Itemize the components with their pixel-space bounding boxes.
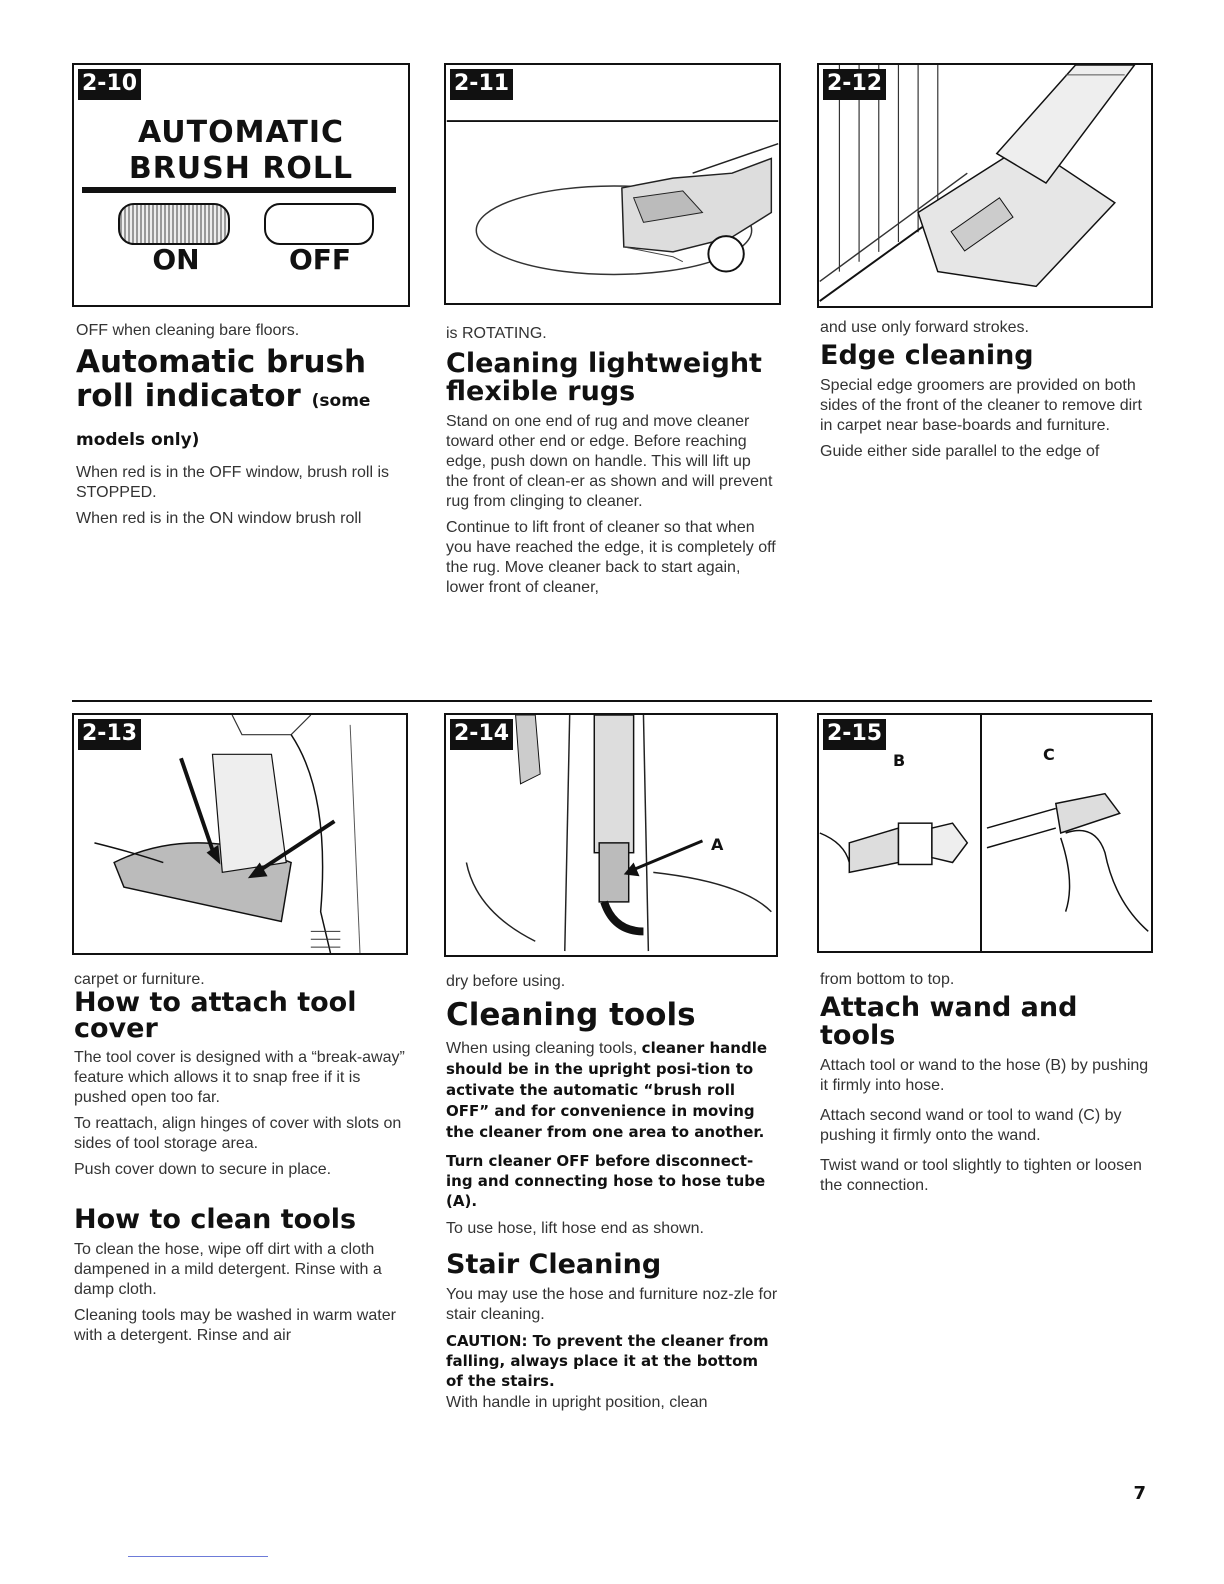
paragraph: The tool cover is designed with a “break-away” feature which allows it to snap free if it is pushed open too far. [74,1049,405,1106]
column-1-top [76,321,411,535]
column-2-bottom [446,972,778,1419]
section-heading-clean-tools: How to clean tools [74,1204,357,1235]
column-3-top [820,318,1150,468]
column-3-bottom [820,970,1150,1202]
section-heading-attach-wand: Attach wand and tools [820,992,1078,1051]
figure-badge: 2-14 [450,719,513,750]
column-1-bottom [74,970,410,1352]
paragraph: Stand on one end of rug and move cleaner toward other end or edge. Before reaching edge, push down on handle. This will lift up the front of clean-er as shown and will prevent rug from clinging to cleaner. [446,413,773,510]
paragraph: When red is in the OFF window, brush roll is STOPPED. [76,464,390,501]
paragraph: Twist wand or tool slightly to tighten or loosen the connection. [820,1157,1142,1194]
paragraph: You may use the hose and furniture noz-zle for stair cleaning. [446,1286,778,1323]
paragraph: To reattach, align hinges of cover with slots on sides of tool storage area. [74,1115,402,1152]
continued-text: and use only forward strokes. [820,319,1029,336]
figure-badge: 2-15 [823,719,886,750]
section-heading-tool-cover: How to attach tool cover [74,987,357,1044]
continued-text: OFF when cleaning bare floors. [76,322,300,339]
section-heading-edge-cleaning: Edge cleaning [820,340,1034,371]
paragraph: With handle in upright position, clean [446,1394,708,1411]
paragraph: Special edge groomers are provided on both sides of the front of the cleaner to remove dirt in carpet near base-boards and furniture. [820,377,1142,434]
figure-badge: 2-11 [450,69,513,100]
hose-tube-illustration [446,715,776,955]
paragraph: Continue to lift front of cleaner so that when you have reached the edge, it is completely off the rug. Move cleaner back to start again, lower front of cleaner, [446,519,776,596]
heading-text: Automatic brush roll indicator [76,344,367,414]
tool-cover-illustration [74,715,406,953]
continued-text: carpet or furniture. [74,971,205,988]
indicator-title-line2: BRUSH ROLL [128,151,354,186]
figure-2-11 [444,63,781,305]
indicator-divider [82,187,396,193]
paragraph: Push cover down to secure in place. [74,1161,332,1178]
page-number: 7 [1133,1483,1146,1504]
wand-attachment-illustration [819,715,1151,951]
rug-cleaning-illustration [446,65,779,303]
figure-badge: 2-10 [78,69,141,100]
section-heading-rugs: Cleaning lightweight flexible rugs [446,348,762,407]
figure-2-15 [817,713,1153,953]
figure-badge: 2-12 [823,69,886,100]
figure-badge: 2-13 [78,719,141,750]
paragraph-caution: CAUTION: To prevent the cleaner from falling, always place it at the bottom of the stairs. [446,1332,769,1390]
section-heading-brush-roll-indicator [76,345,411,457]
figure-2-12 [817,63,1153,308]
paragraph: To clean the hose, wipe off dirt with a cloth dampened in a mild detergent. Rinse with a damp cloth. [74,1241,382,1298]
paragraph: Cleaning tools may be washed in warm water with a detergent. Rinse and air [74,1307,396,1344]
off-label: OFF [288,243,352,276]
figure-2-10 [72,63,410,307]
callout-b: B [893,751,906,770]
figure-2-14 [444,713,778,957]
figure-2-13 [72,713,408,955]
paragraph: When red is in the ON window brush roll [76,510,362,527]
section-divider [72,700,1152,702]
on-window-indicator [118,203,230,245]
callout-c: C [1043,745,1055,764]
paragraph-bold: cleaner handle should be in the upright posi-tion to activate the automatic “brush roll OFF” and for convenience in moving the cleaner from one area to another. [446,1039,768,1141]
off-window-indicator [264,203,374,245]
paragraph: To use hose, lift hose end as shown. [446,1220,704,1237]
paragraph-warning: Turn cleaner OFF before disconnect-ing and connecting hose to hose tube (A). [446,1152,766,1210]
indicator-title-line1: AUTOMATIC [137,115,344,150]
footer-line [128,1556,268,1557]
callout-a: A [711,835,724,854]
paragraph-plain: When using cleaning tools, [446,1040,642,1057]
heading-note: (some models only) [76,391,371,450]
on-label: ON [152,243,200,276]
continued-text: is ROTATING. [446,325,547,342]
continued-text: dry before using. [446,973,566,990]
column-2-top [446,324,776,604]
section-heading-stair-cleaning: Stair Cleaning [446,1249,662,1280]
paragraph: Attach tool or wand to the hose (B) by pushing it firmly into hose. [820,1057,1149,1094]
continued-text: from bottom to top. [820,971,955,988]
paragraph [446,1038,778,1143]
section-heading-cleaning-tools: Cleaning tools [446,997,696,1033]
edge-cleaning-illustration [819,65,1151,306]
paragraph: Attach second wand or tool to wand (C) by pushing it firmly onto the wand. [820,1107,1122,1144]
paragraph: Guide either side parallel to the edge of [820,443,1100,460]
